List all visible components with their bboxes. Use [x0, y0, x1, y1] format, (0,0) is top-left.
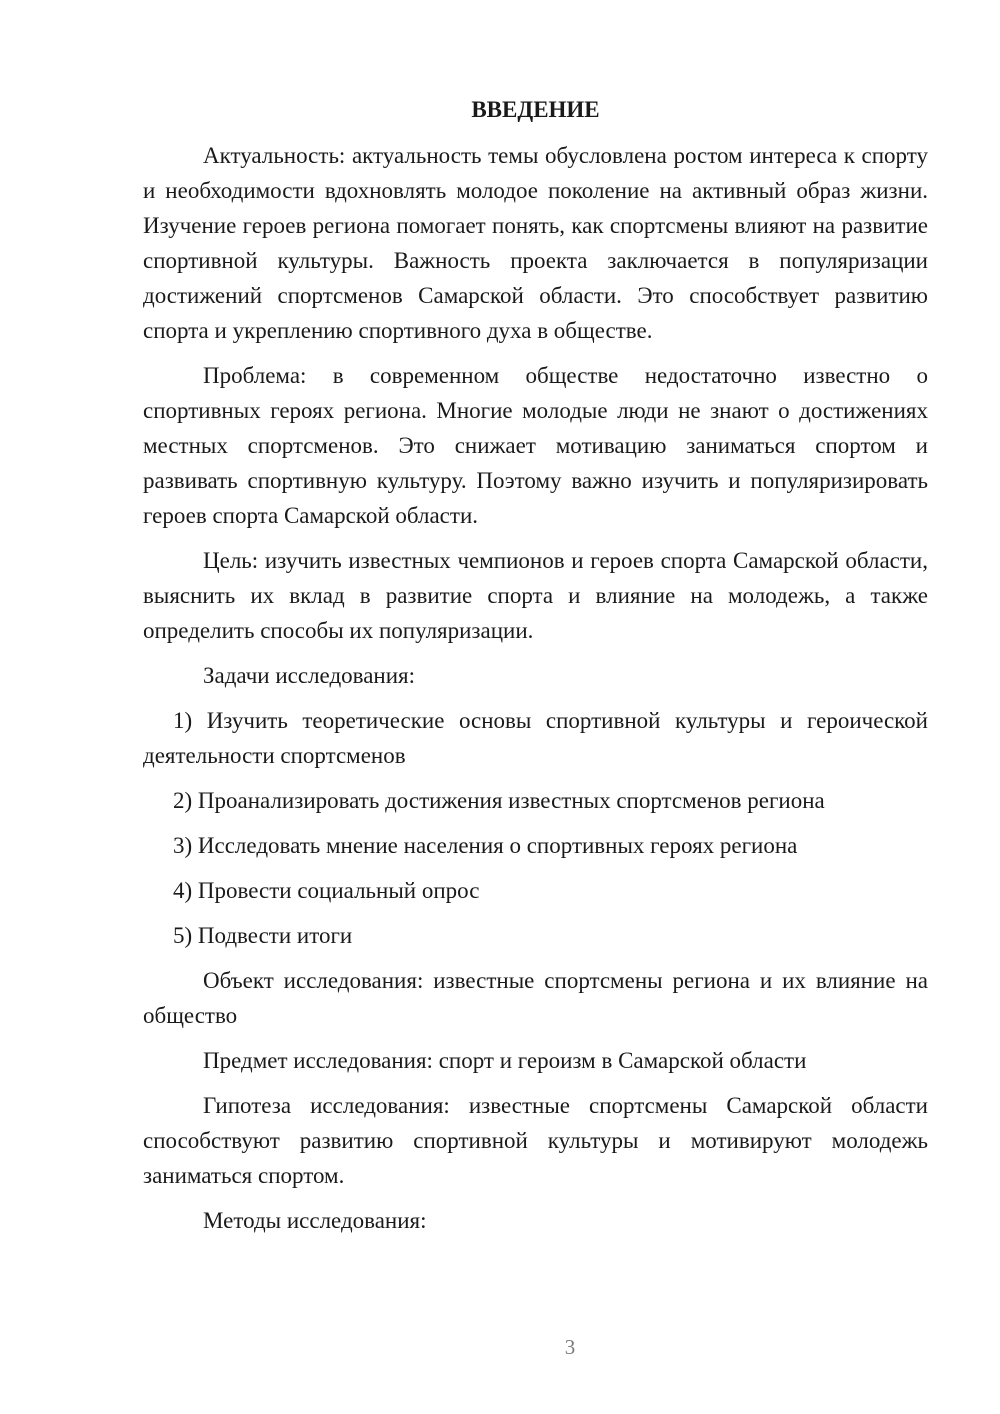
- section-title: ВВЕДЕНИЕ: [471, 97, 600, 122]
- page-content: [143, 95, 928, 1248]
- task-item-1: 1) Изучить теоретические основы спортивной культуры и героической деятельности спортсменов: [143, 708, 928, 768]
- problem-paragraph: Проблема: в современном обществе недостаточно известно о спортивных героях региона. Многие молодые люди не знают о достижениях местных спортсменов. Это снижает мотивацию заниматься спортом и развивать спортивную культуру. Поэтому важно изучить и популяризировать героев спорта Самарской области.: [143, 363, 928, 528]
- tasks-heading: Задачи исследования:: [203, 663, 416, 688]
- goal-paragraph: Цель: изучить известных чемпионов и героев спорта Самарской области, выяснить их вклад в развитие спорта и влияние на молодежь, а также определить способы их популяризации.: [143, 548, 928, 643]
- page-number: 3: [564, 1335, 576, 1359]
- task-item-2: 2) Проанализировать достижения известных спортсменов региона: [173, 788, 825, 813]
- task-item-3: 3) Исследовать мнение населения о спортивных героях региона: [173, 833, 798, 858]
- relevance-paragraph: Актуальность: актуальность темы обусловлена ростом интереса к спорту и необходимости вдохновлять молодое поколение на активный образ жизни. Изучение героев региона помогает понять, как спортсмены влияют на развитие спортивной культуры. Важность проекта заключается в популяризации достижений спортсменов Самарской области. Это способствует развитию спорта и укреплению спортивного духа в обществе.: [143, 143, 928, 343]
- task-item-5: 5) Подвести итоги: [173, 923, 353, 948]
- subject-paragraph: Предмет исследования: спорт и героизм в Самарской области: [203, 1048, 807, 1073]
- task-item-4: 4) Провести социальный опрос: [173, 878, 480, 903]
- object-paragraph: Объект исследования: известные спортсмены региона и их влияние на общество: [143, 968, 928, 1028]
- hypothesis-paragraph: Гипотеза исследования: известные спортсмены Самарской области способствуют развитию спортивной культуры и мотивируют молодежь заниматься спортом.: [143, 1093, 928, 1188]
- methods-heading: Методы исследования:: [203, 1208, 427, 1233]
